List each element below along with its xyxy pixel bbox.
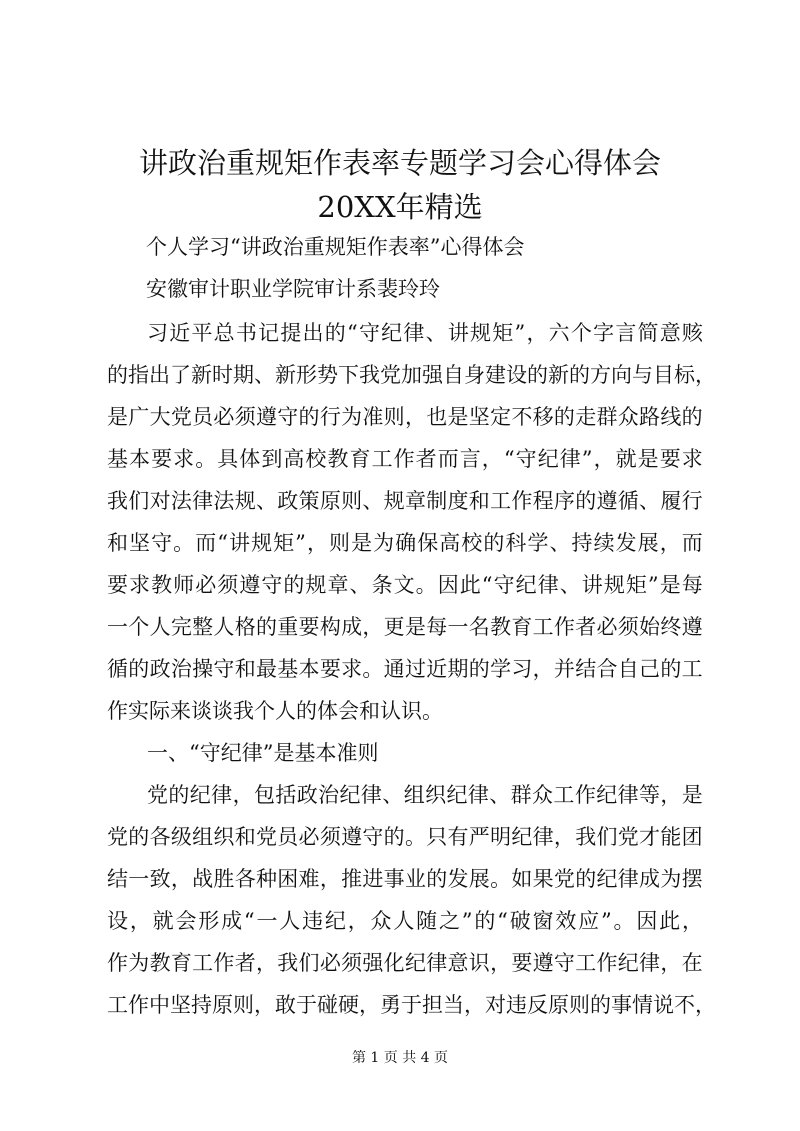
body-line: 要 求 教 师 必 须 遵 守 的 规 章 、 条 文 。 因 此 “ 守 纪 律 、 讲 规 矩 ” 是 每	[107, 573, 703, 597]
body-line: 结 一 致 ， 战 胜 各 种 困 难 ， 推 进 事 业 的 发 展 。 如 果 党 的 纪 律 成 为 摆	[107, 867, 703, 891]
body-line: 党 的 纪 律 ， 包 括 政 治 纪 律 、 组 织 纪 律 、 群 众 工 作 纪 律 等 ， 是	[147, 783, 703, 807]
body-line: 一 个 人 完 整 人 格 的 重 要 构 成 ， 更 是 每 一 名 教 育 工 作 者 必 须 始 终 遵	[107, 615, 703, 639]
document-title-line1: 讲政治重规矩作表率专题学习会心得体会	[138, 146, 661, 180]
body-line: 的 指 出 了 新 时 期 、 新 形 势 下 我 党 加 强 自 身 建 设 的 新 的 方 向 与 目 标 ，	[107, 363, 716, 387]
body-line: 循 的 政 治 操 守 和 最 基 本 要 求 。 通 过 近 期 的 学 习 ， 并 结 合 自 己 的 工	[107, 657, 703, 681]
document-author: 安徽审计职业学院审计系裴玲玲	[146, 277, 440, 301]
document-body	[107, 312, 716, 1026]
body-line: 基 本 要 求 。 具 体 到 高 校 教 育 工 作 者 而 言 ， “ 守 纪 律 ” ， 就 是 要 求	[107, 447, 703, 471]
body-line: 作 为 教 育 工 作 者 ， 我 们 必 须 强 化 纪 律 意 识 ， 要 遵 守 工 作 纪 律 ， 在	[107, 951, 703, 975]
document-title-line2: 20XX年精选	[317, 190, 483, 224]
page-number: 第 1 页 共 4 页	[351, 1050, 449, 1066]
section-heading: 一、“守纪律”是基本准则	[147, 741, 379, 765]
body-line: 党 的 各 级 组 织 和 党 员 必 须 遵 守 的 。 只 有 严 明 纪 律 ， 我 们 党 才 能 团	[107, 825, 703, 849]
body-line: 是 广 大 党 员 必 须 遵 守 的 行 为 准 则 ， 也 是 坚 定 不 移 的 走 群 众 路 线 的	[107, 405, 703, 429]
body-line: 设 ， 就 会 形 成 “ 一 人 违 纪 ， 众 人 随 之 ” 的 “ 破 窗 效 应 ” 。 因 此 ，	[107, 909, 703, 933]
body-line: 我 们 对 法 律 法 规 、 政 策 原 则 、 规 章 制 度 和 工 作 程 序 的 遵 循 、 履 行	[107, 489, 703, 513]
body-line: 工 作 中 坚 持 原 则 ， 敢 于 碰 硬 ， 勇 于 担 当 ， 对 违 反 原 则 的 事 情 说 不 ，	[107, 993, 716, 1017]
document-subtitle: 个人学习“讲政治重规矩作表率”心得体会	[146, 235, 525, 259]
body-line: 作实际来谈谈我个人的体会和认识。	[107, 699, 443, 723]
body-line: 习 近 平 总 书 记 提 出 的 “ 守 纪 律 、 讲 规 矩 ” ， 六 个 字 言 简 意 赅	[147, 321, 703, 345]
body-line: 和 坚 守 。 而 “ 讲 规 矩 ” ， 则 是 为 确 保 高 校 的 科 学 、 持 续 发 展 ， 而	[107, 531, 703, 555]
